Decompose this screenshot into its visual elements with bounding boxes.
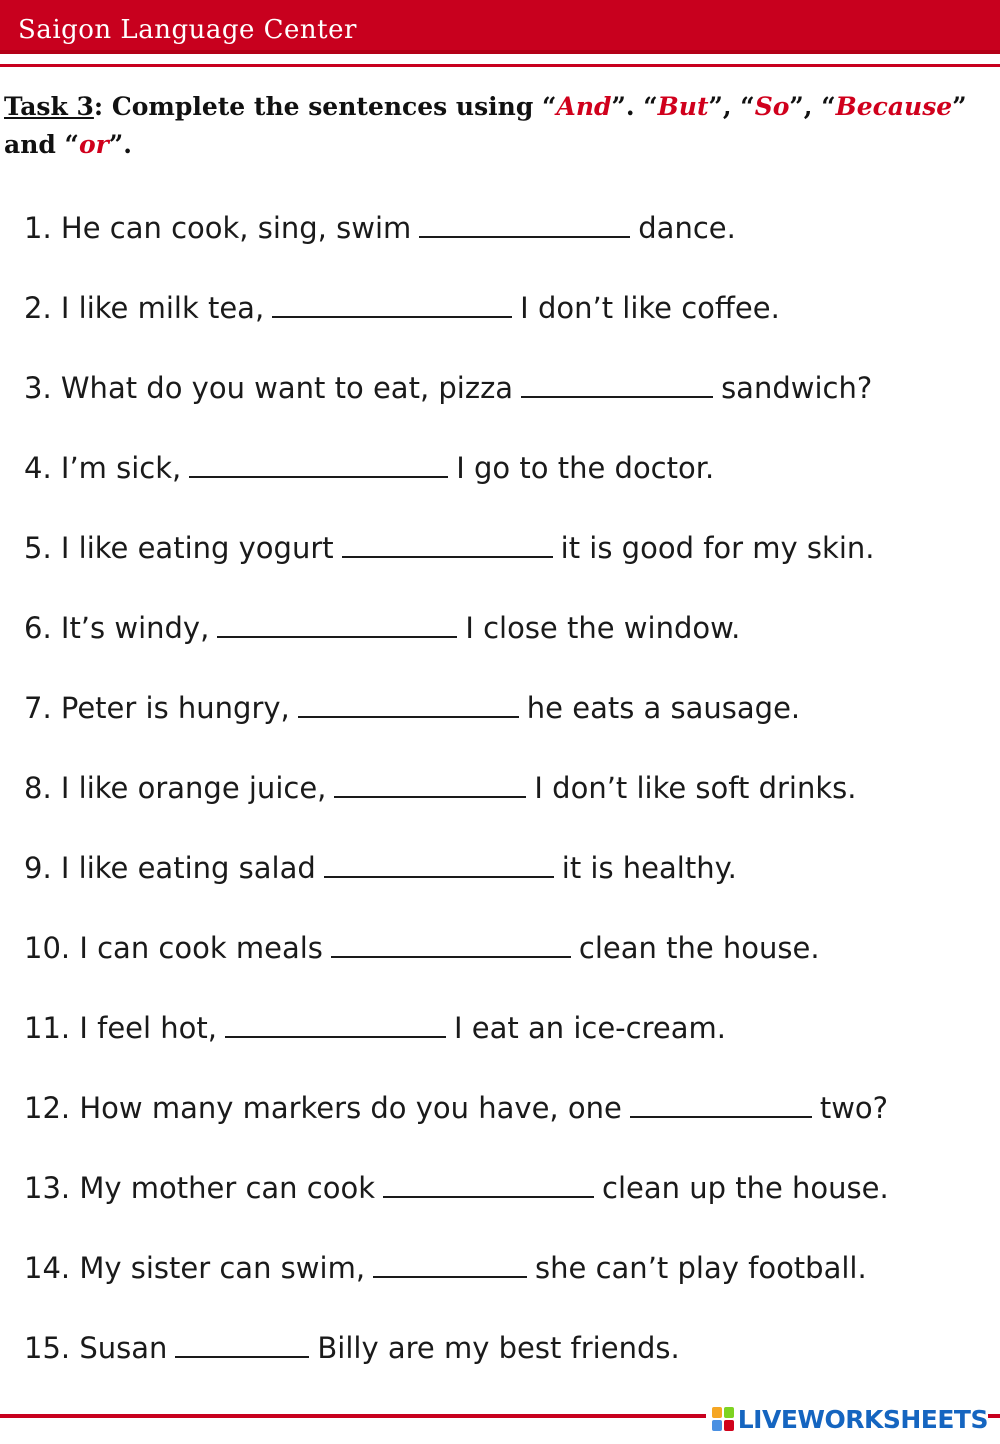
question-text-after: sandwich? xyxy=(721,371,873,405)
question-text-before: 8. I like orange juice, xyxy=(24,771,327,805)
question-list xyxy=(24,204,984,1404)
answer-blank[interactable] xyxy=(189,450,448,478)
question-item xyxy=(24,844,984,924)
question-item xyxy=(24,1084,984,1164)
question-item xyxy=(24,1164,984,1244)
question-text-before: 3. What do you want to eat, pizza xyxy=(24,371,514,405)
question-text-before: 2. I like milk tea, xyxy=(24,291,265,325)
question-item xyxy=(24,364,984,444)
answer-blank[interactable] xyxy=(225,1010,446,1038)
question-item xyxy=(24,444,984,524)
keyword-and: And xyxy=(556,92,612,121)
question-text-after: she can’t play football. xyxy=(535,1251,867,1285)
question-text-after: he eats a sausage. xyxy=(526,691,801,725)
answer-blank[interactable] xyxy=(324,850,554,878)
keyword-or: or xyxy=(78,130,109,159)
question-item xyxy=(24,1324,984,1404)
question-text-before: 13. My mother can cook xyxy=(24,1171,376,1205)
answer-blank[interactable] xyxy=(342,530,553,558)
question-text-before: 11. I feel hot, xyxy=(24,1011,217,1045)
answer-blank[interactable] xyxy=(419,210,630,238)
answer-blank[interactable] xyxy=(272,290,512,318)
keyword-because: Because xyxy=(835,92,953,121)
question-text-after: Billy are my best friends. xyxy=(317,1331,680,1365)
question-item xyxy=(24,764,984,844)
question-text-after: it is healthy. xyxy=(561,851,737,885)
question-item xyxy=(24,1004,984,1084)
question-text-before: 10. I can cook meals xyxy=(24,931,323,965)
task-separator: ”, “ xyxy=(708,92,755,121)
question-text-before: 6. It’s windy, xyxy=(24,611,210,645)
question-text-after: clean the house. xyxy=(578,931,820,965)
question-item xyxy=(24,604,984,684)
task-separator: ”, “ xyxy=(789,92,836,121)
task-end: ”. xyxy=(108,130,132,159)
logo-text: LIVEWORKSHEETS xyxy=(737,1404,988,1434)
question-text-after: I eat an ice-cream. xyxy=(454,1011,726,1045)
liveworksheets-logo-icon xyxy=(712,1407,734,1431)
question-text-after: I don’t like soft drinks. xyxy=(534,771,857,805)
question-text-before: 14. My sister can swim, xyxy=(24,1251,366,1285)
question-text-after: dance. xyxy=(638,211,736,245)
question-item xyxy=(24,524,984,604)
question-text-after: clean up the house. xyxy=(602,1171,889,1205)
task-label: Task 3 xyxy=(4,92,94,121)
question-text-after: I go to the doctor. xyxy=(456,451,715,485)
question-item xyxy=(24,284,984,364)
answer-blank[interactable] xyxy=(331,930,571,958)
question-item xyxy=(24,684,984,764)
question-text-after: two? xyxy=(819,1091,889,1125)
answer-blank[interactable] xyxy=(373,1250,527,1278)
header-title: Saigon Language Center xyxy=(18,15,357,45)
question-item xyxy=(24,1244,984,1324)
question-text-before: 9. I like eating salad xyxy=(24,851,316,885)
question-text-before: 15. Susan xyxy=(24,1331,168,1365)
answer-blank[interactable] xyxy=(630,1090,812,1118)
header-bar xyxy=(0,0,1000,54)
header-divider xyxy=(0,64,1000,67)
question-text-after: it is good for my skin. xyxy=(560,531,875,565)
question-item xyxy=(24,204,984,284)
keyword-so: So xyxy=(754,92,790,121)
question-text-after: I don’t like coffee. xyxy=(520,291,780,325)
liveworksheets-logo xyxy=(706,1402,988,1436)
answer-blank[interactable] xyxy=(383,1170,594,1198)
question-text-before: 1. He can cook, sing, swim xyxy=(24,211,412,245)
answer-blank[interactable] xyxy=(298,690,519,718)
task-separator: ” and “ xyxy=(4,92,967,159)
task-heading xyxy=(4,88,994,164)
question-text-before: 7. Peter is hungry, xyxy=(24,691,290,725)
question-text-before: 12. How many markers do you have, one xyxy=(24,1091,622,1125)
question-text-before: 5. I like eating yogurt xyxy=(24,531,334,565)
answer-blank[interactable] xyxy=(175,1330,309,1358)
answer-blank[interactable] xyxy=(217,610,457,638)
question-text-before: 4. I’m sick, xyxy=(24,451,182,485)
task-intro: : Complete the sentences using “ xyxy=(93,92,557,121)
question-item xyxy=(24,924,984,1004)
answer-blank[interactable] xyxy=(521,370,713,398)
task-separator: ”. “ xyxy=(611,92,658,121)
answer-blank[interactable] xyxy=(334,770,526,798)
question-text-after: I close the window. xyxy=(465,611,741,645)
keyword-but: But xyxy=(657,92,709,121)
